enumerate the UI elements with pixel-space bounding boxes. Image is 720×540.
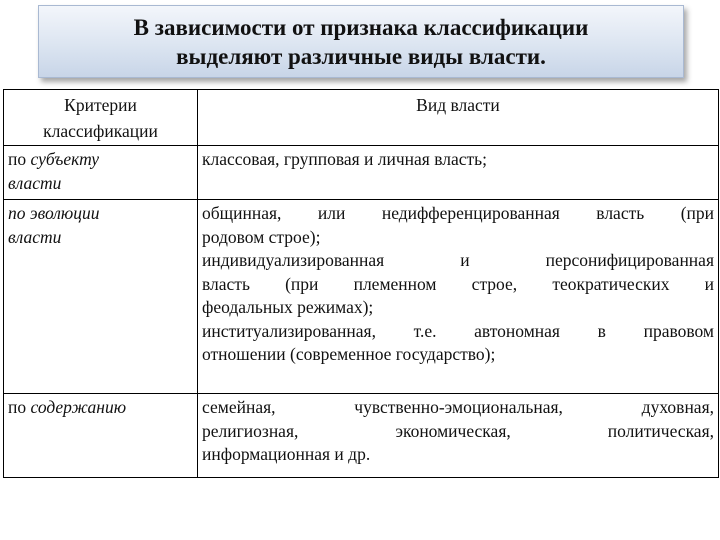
header-kind-label: Вид власти (416, 95, 500, 115)
table-row (4, 394, 719, 478)
row-evolution-criteria-text-2: власти (8, 226, 62, 247)
row-content-kind-line: религиозная, экономическая, политическая, (202, 420, 714, 441)
row-content-kind-line: информационная и др. (202, 444, 371, 464)
row-evolution-kind-line: феодальных режимах); (202, 297, 374, 317)
row-evolution-kind-line: индивидуализированная и персонифицированная (202, 250, 714, 270)
row-evolution-kind-line: отношении (современное государство); (202, 344, 496, 364)
row-subject-prefix: по (8, 149, 31, 169)
header-criteria-line-2: классификации (43, 121, 158, 141)
row-evolution-criteria-cell (4, 200, 198, 394)
table-header-row (4, 90, 719, 146)
row-evolution-kind-line: институализированная, т.е. автономная в правовом (202, 320, 714, 341)
slide-title-line-2: выделяют различные виды власти. (176, 43, 546, 69)
row-content-prefix: по (8, 397, 31, 417)
classification-table-area (3, 89, 718, 477)
table-row (4, 146, 719, 200)
row-content-criteria-text: содержанию (30, 397, 127, 417)
row-evolution-kind-line: общинная, или недифференцированная власть (при (202, 203, 714, 223)
row-content-criteria-cell (4, 394, 198, 478)
classification-table (3, 89, 719, 478)
row-subject-kind-text: классовая, групповая и личная власть; (202, 149, 488, 169)
row-subject-criteria-cell (4, 146, 198, 200)
row-evolution-kind-line: власть (при племенном строе, теократических и (202, 273, 714, 294)
header-criteria-line-1: Критерии (64, 95, 137, 115)
slide-title-line-1: В зависимости от признака классификации (133, 14, 589, 40)
row-subject-criteria-text-2: власти (8, 172, 62, 193)
header-criteria-cell (4, 90, 198, 146)
row-content-kind-line: семейная, чувственно-эмоциональная, духовная, (202, 397, 714, 417)
row-subject-kind-cell (198, 146, 719, 200)
row-subject-criteria-text: субъекту (30, 149, 100, 169)
row-content-kind-cell (198, 394, 719, 478)
row-evolution-criteria-text: по эволюции (8, 203, 100, 223)
row-evolution-kind-cell (198, 200, 719, 394)
slide-title-box (38, 5, 684, 78)
table-row (4, 200, 719, 394)
row-evolution-kind-line: родовом строе); (202, 226, 321, 247)
header-kind-cell (198, 90, 719, 146)
